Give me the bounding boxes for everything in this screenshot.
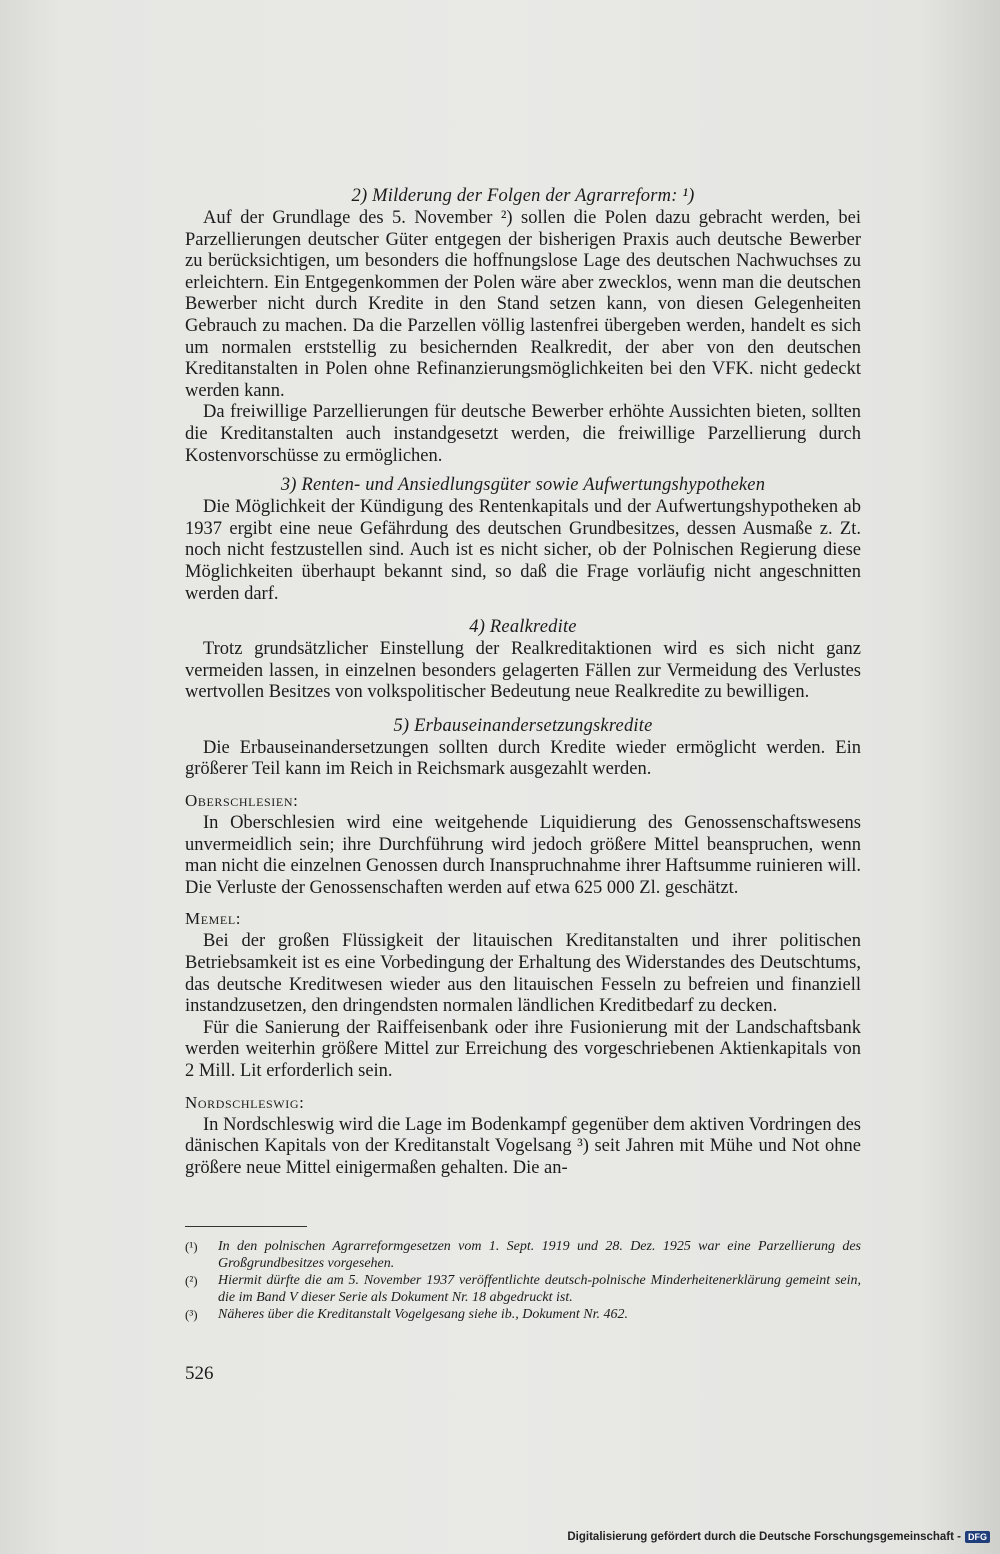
footnote-mark: (¹)	[185, 1239, 198, 1254]
paragraph: In Oberschlesien wird eine weitgehende Liquidierung des Genossenschaftswesens unvermeidlich sein; ihre Durchführung wird jedoch größere Mittel beanspruchen, wenn man nicht die einzelnen Genossen durch Inanspruchnahme ihrer Haftsumme ruinieren will. Die Verluste der Genossenschaften werden auf etwa 625 000 Zl. geschätzt.	[185, 813, 861, 898]
footnote	[185, 1238, 861, 1272]
footnote-text: Näheres über die Kreditanstalt Vogelgesang siehe ib., Dokument Nr. 462.	[218, 1307, 628, 1322]
footnote	[185, 1306, 861, 1323]
paragraph: Bei der großen Flüssigkeit der litauischen Kreditanstalten und ihrer politischen Betriebsamkeit ist es eine Vorbedingung der Erhaltung des Widerstandes des Deutschtums, das deutsche Kreditwesen wieder aus den litauischen Fesseln zu befreien und finanziell instandzusetzen, den dringendsten normalen ländlichen Kreditbedarf zu decken.	[185, 931, 861, 1017]
digitization-note: Digitalisierung gefördert durch die Deutsche Forschungsgemeinschaft -	[567, 1531, 961, 1543]
section-heading: 5) Erbauseinandersetzungskredite	[393, 715, 653, 736]
main-text	[185, 184, 861, 1179]
footnote-text: Hiermit dürfte die am 5. November 1937 veröffentlichte deutsch-polnische Minderheitenerklärung gemeint sein, die im Band V dieser Serie als Dokument Nr. 18 abgedruckt ist.	[218, 1273, 861, 1305]
page-number: 526	[185, 1363, 214, 1384]
section-heading: 2) Milderung der Folgen der Agrarreform: ¹)	[351, 186, 695, 206]
digitization-credit	[567, 1528, 990, 1546]
paragraph: Trotz grundsätzlicher Einstellung der Realkreditaktionen wird es sich nicht ganz vermeiden lassen, in einzelnen besonders gelagerten Fällen zur Vermeidung des Verlustes wertvollen Besitzes von volkspolitischer Bedeutung neue Realkredite zu bewilligen.	[185, 639, 861, 703]
footnote-divider	[185, 1226, 307, 1227]
footnote-text: In den polnischen Agrarreformgesetzen vom 1. Sept. 1919 und 28. Dez. 1925 war eine Parzellierung des Großgrundbesitzes vorgesehen.	[218, 1239, 861, 1271]
paragraph: Für die Sanierung der Raiffeisenbank oder ihre Fusionierung mit der Landschaftsbank werden weiterhin größere Mittel zur Erreichung des vorgeschriebenen Aktienkapitals von 2 Mill. Lit erforderlich sein.	[185, 1017, 861, 1081]
region-label: Oberschlesien:	[185, 791, 299, 811]
section-heading: 4) Realkredite	[469, 617, 577, 638]
footnote	[185, 1272, 861, 1306]
footnote-mark: (²)	[185, 1273, 198, 1288]
region-label: Memel:	[185, 909, 242, 929]
region-label: Nordschleswig:	[185, 1092, 305, 1112]
footnotes	[185, 1238, 861, 1323]
dfg-logo: DFG	[965, 1531, 990, 1543]
section-heading: 3) Renten- und Ansiedlungsgüter sowie Aufwertungshypotheken	[280, 475, 766, 496]
paragraph: Da freiwillige Parzellierungen für deutsche Bewerber erhöhte Aussichten bieten, sollten die Kreditanstalten auch instandgesetzt werden, die freiwillige Parzellierung durch Kostenvorschüsse zu ermöglichen.	[185, 402, 861, 466]
paragraph: Auf der Grundlage des 5. November ²) sollen die Polen dazu gebracht werden, bei Parzellierungen deutscher Güter entgegen der bisherigen Praxis auch deutsche Bewerber zu berücksichtigen, um besonders die hoffnungslose Lage des deutschen Nachwuchses zu erleichtern. Ein Entgegenkommen der Polen wäre aber zwecklos, wenn man die deutschen Bewerber nicht durch Kredite in den Stand setzen kann, von diesen Gelegenheiten Gebrauch zu machen. Da die Parzellen völlig lastenfrei übergeben werden, handelt es sich um normalen erststellig zu besichernden Realkredit, der aber von den deutschen Kreditanstalten in Polen ohne Refinanzierungsmöglichkeiten bei den VFK. nicht gedeckt werden kann.	[185, 208, 861, 401]
paragraph: Die Möglichkeit der Kündigung des Rentenkapitals und der Aufwertungshypotheken ab 1937 ergibt eine neue Gefährdung des deutschen Grundbesitzes, dessen Ausmaße z. Zt. noch nicht festzustellen sind. Auch ist es nicht sicher, ob der Polnischen Regierung diese Möglichkeiten überhaupt bekannt sind, so daß die Frage vorläufig nicht angeschnitten werden darf.	[185, 497, 861, 604]
footnote-mark: (³)	[185, 1307, 198, 1322]
paragraph: In Nordschleswig wird die Lage im Bodenkampf gegenüber dem aktiven Vordringen des dänischen Kapitals von der Kreditanstalt Vogelsang ³) seit Jahren mit Mühe und Not ohne größere neue Mittel einigermaßen gehalten. Die an-	[185, 1114, 861, 1178]
paragraph: Die Erbauseinandersetzungen sollten durch Kredite wieder ermöglicht werden. Ein größerer Teil kann im Reich in Reichsmark ausgezahlt werden.	[185, 737, 861, 780]
